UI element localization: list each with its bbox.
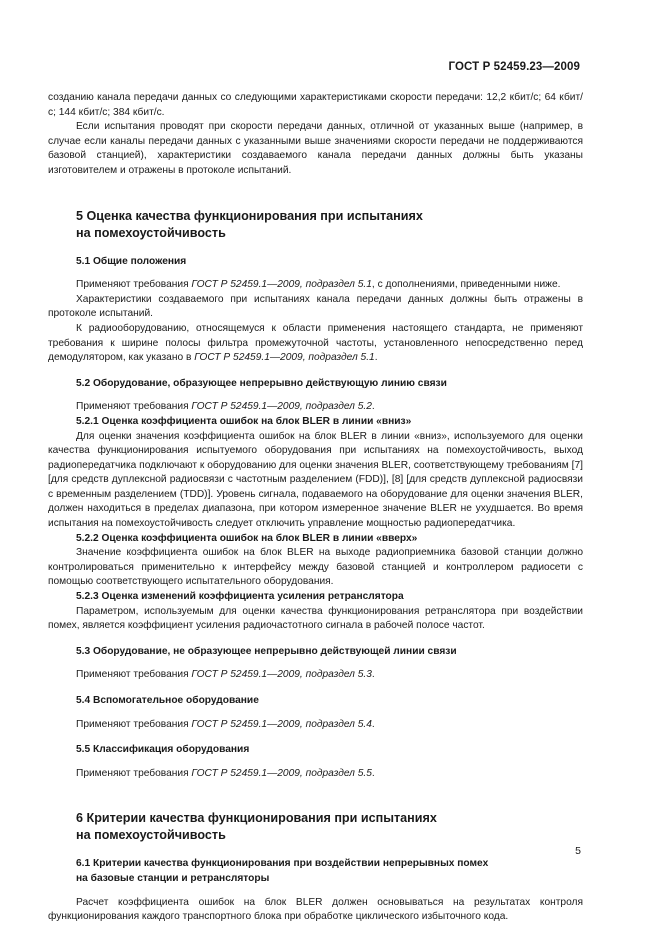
text-run: Применяют требования — [76, 767, 192, 779]
section-5-2-paragraph — [48, 400, 583, 415]
section-6-heading-line-2: на помехоустойчивость — [76, 828, 226, 843]
intro-paragraph-2: Если испытания проводят при скорости передачи данных, отличной от указанных выше (например, в случае если каналы передачи данных с указанными выше значениями скорости передачи не поддерживаются базовой станцией), характеристики создаваемого канала передачи данных должны быть указаны изготовителем и отражены в протоколе испытаний. — [48, 121, 583, 176]
section-5-heading — [76, 208, 583, 242]
section-5-heading-line-2: на помехоустойчивость — [76, 225, 226, 240]
section-6-1-paragraph: Расчет коэффициента ошибок на блок BLER должен основываться на результатах контроля функционирования каждого транспортного блока при обработке циклического избыточного кода. — [48, 896, 583, 923]
text-run: Применяют требования — [76, 669, 192, 681]
text-run: К радиооборудованию, относящемуся к области применения настоящего стандарта, не применяют требования к ширине полосы фильтра промежуточной частоты, установленного непосредственно перед демодулятором, как указано в — [48, 322, 583, 364]
reference-link: ГОСТ Р 52459.1—2009, подраздел 5.4 — [191, 718, 372, 730]
text-run: . — [374, 352, 378, 364]
reference-link: ГОСТ Р 52459.1—2009, подраздел 5.1 — [194, 352, 375, 364]
text-run: Применяют требования — [76, 401, 192, 413]
text-run: . — [371, 669, 375, 681]
section-5-heading-line-1: 5 Оценка качества функционирования при испытаниях — [76, 208, 423, 223]
section-5-4-heading: 5.4 Вспомогательное оборудование — [76, 695, 259, 706]
section-5-1-heading: 5.1 Общие положения — [76, 255, 187, 267]
section-5-2-3-heading: 5.2.3 Оценка изменений коэффициента усиления ретранслятора — [76, 591, 404, 603]
section-5-3-paragraph — [48, 668, 583, 683]
intro-paragraph-1: созданию канала передачи данных со следующими характеристиками скорости передачи: 12,2 кбит/с; 64 кбит/с; 144 кбит/с; 384 кбит/с. — [48, 92, 583, 118]
section-5-2-heading: 5.2 Оборудование, образующее непрерывно действующую линию связи — [76, 377, 447, 389]
document-code-header: ГОСТ Р 52459.23—2009 — [448, 61, 580, 73]
section-5-2-3-paragraph: Параметром, используемым для оценки качества функционирования ретранслятора при воздействии помех, является коэффициент усиления радиочастотного сигнала в рабочей полосе частот. — [48, 605, 583, 632]
text-run: Применяют требования — [76, 279, 192, 291]
reference-link: ГОСТ Р 52459.1—2009, подраздел 5.5 — [191, 767, 372, 779]
section-6-1-heading — [76, 857, 583, 886]
section-6-1-heading-line-2: на базовые станции и ретрансляторы — [76, 872, 270, 884]
section-5-3-heading: 5.3 Оборудование, не образующее непрерывно действующей линии связи — [76, 645, 457, 657]
section-5-2-2-paragraph: Значение коэффициента ошибок на блок BLER на выходе радиоприемника базовой станции должно контролироваться применительно к интерфейсу между базовой станцией и контроллером радиосети с помощью соответствующего испытательного оборудования. — [48, 547, 583, 588]
section-5-2-1-heading: 5.2.1 Оценка коэффициента ошибок на блок BLER в линии «вниз» — [76, 415, 412, 427]
text-run: . — [371, 718, 375, 730]
text-run: , с дополнениями, приведенными ниже. — [371, 279, 561, 291]
section-6-1-heading-line-1: 6.1 Критерии качества функционирования при воздействии непрерывных помех — [76, 858, 489, 870]
reference-link: ГОСТ Р 52459.1—2009, подраздел 5.1 — [191, 279, 372, 291]
document-body — [48, 91, 583, 925]
section-5-1-paragraph-1 — [48, 278, 583, 293]
section-5-1-paragraph-2: Характеристики создаваемого при испытаниях канала передачи данных должны быть отражены в протоколе испытаний. — [48, 293, 583, 320]
section-6-heading-line-1: 6 Критерии качества функционирования при испытаниях — [76, 811, 437, 826]
text-run: . — [371, 401, 375, 413]
section-5-4-paragraph — [48, 718, 583, 733]
section-5-2-2-heading: 5.2.2 Оценка коэффициента ошибок на блок BLER в линии «вверх» — [76, 532, 418, 544]
page-number: 5 — [575, 845, 581, 857]
section-5-5-paragraph — [48, 767, 583, 782]
text-run: . — [371, 767, 375, 779]
text-run: Применяют требования — [76, 718, 192, 730]
section-5-1-paragraph-3 — [48, 322, 583, 366]
section-6-heading — [76, 810, 583, 844]
reference-link: ГОСТ Р 52459.1—2009, подраздел 5.2 — [191, 401, 372, 413]
reference-link: ГОСТ Р 52459.1—2009, подраздел 5.3 — [191, 669, 372, 681]
section-5-5-heading: 5.5 Классификация оборудования — [76, 744, 250, 756]
section-5-2-1-paragraph: Для оценки значения коэффициента ошибок на блок BLER в линии «вниз», используемого для оценки качества функционирования испытуемого оборудования при испытаниях на помехоустойчивость, выход радиопередатчика подключают к оборудованию для оценки значения BLER, соответствующему требованиям [7] [для средств дуплексной радиосвязи с частотным разделением (FDD)], [8] [для средств дуплексной радиосвязи с временным разделением (TDD)]. Уровень сигнала, подаваемого на оборудование для оценки значения BLER, должен находиться в пределах диапазона, при котором измеренное значение BLER не ухудшается. Во время испытания на помехоустойчивость следует отключить управление мощностью радиопередатчика. — [48, 430, 583, 530]
